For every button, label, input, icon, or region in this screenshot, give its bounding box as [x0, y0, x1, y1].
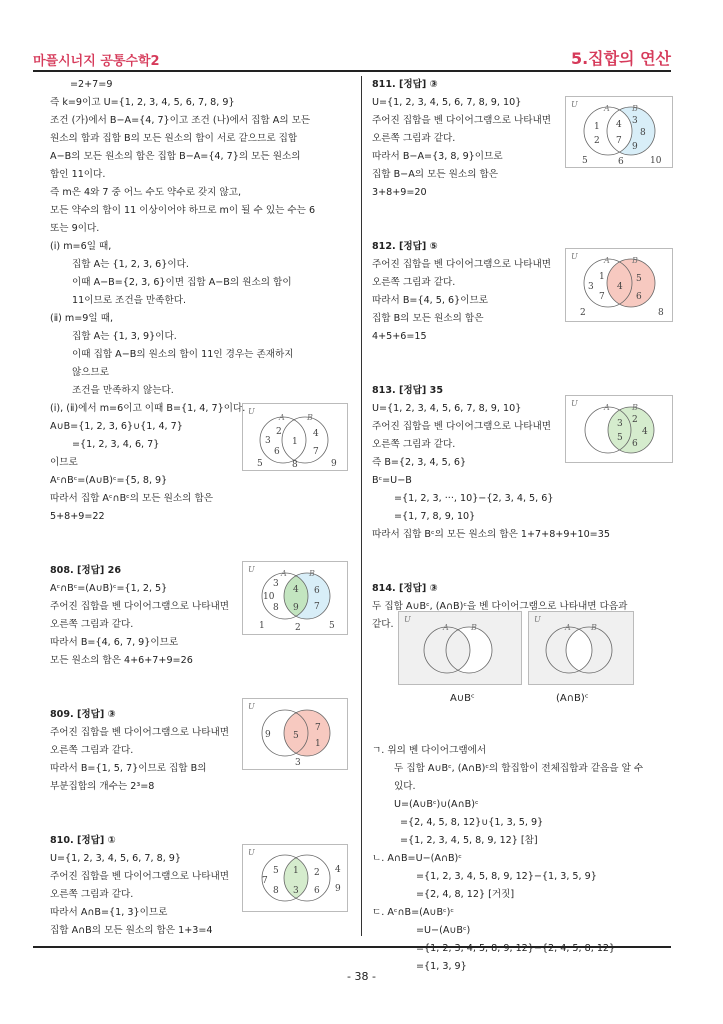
problem-809-title: 809. [정답] ③ [50, 709, 116, 720]
venn-label-b: B [632, 403, 638, 412]
venn-element: 6 [636, 292, 642, 302]
venn-element: 4 [293, 585, 299, 595]
text-line: 않으므로 [72, 367, 110, 378]
text-line: U={1, 2, 3, 4, 5, 6, 7, 8, 9, 10} [372, 403, 522, 414]
text-line: 이때 집합 A−B의 원소의 합이 11인 경우는 존재하지 [72, 349, 294, 360]
text-line: ={1, 2, 3, 4, 6, 7} [72, 439, 160, 450]
venn-element: 1 [293, 866, 299, 876]
text-line: 오른쪽 그림과 같다. [50, 889, 134, 900]
venn-element: 10 [650, 156, 662, 166]
venn-element: 9 [632, 142, 638, 152]
venn-element: 1 [594, 122, 600, 132]
venn-diagram-811 [565, 96, 673, 168]
text-line: 따라서 B={4, 6, 7, 9}이므로 [50, 637, 179, 648]
text-line: ={1, 2, 3, 4, 5, 8, 9, 12}−{2, 4, 5, 8, 12} [416, 943, 616, 954]
text-line: 주어진 집합을 벤 다이어그램으로 나타내면 [50, 871, 230, 882]
venn-element: 7 [599, 292, 605, 302]
text-line: 즉 k=9이고 U={1, 2, 3, 4, 5, 6, 7, 8, 9} [50, 97, 235, 108]
problem-811-title: 811. [정답] ③ [372, 79, 438, 90]
column-divider [361, 76, 362, 936]
venn-label-b: B [309, 569, 315, 578]
problem-812-title: 812. [정답] ⑤ [372, 241, 438, 252]
text-line: U={1, 2, 3, 4, 5, 6, 7, 8, 9} [50, 853, 181, 864]
text-line: 오른쪽 그림과 같다. [50, 619, 134, 630]
footer-rule [33, 946, 671, 948]
text-line: 또는 9이다. [50, 223, 100, 234]
text-line: 조건 (가)에서 B−A={4, 7}이고 조건 (나)에서 집합 A의 모든 [50, 115, 311, 126]
venn-element: 5 [257, 459, 263, 469]
problem-810-title: 810. [정답] ① [50, 835, 116, 846]
venn-element: 6 [618, 157, 624, 167]
text-line: 주어진 집합을 벤 다이어그램으로 나타내면 [372, 259, 552, 270]
text-line: 모든 원소의 합은 4+6+7+9=26 [50, 655, 193, 666]
venn-diagram-810 [242, 844, 348, 912]
text-line: A−B의 모든 원소의 합은 집합 B−A={4, 7}의 모든 원소의 [50, 151, 301, 162]
text-line: U={1, 2, 3, 4, 5, 6, 7, 8, 9, 10} [372, 97, 522, 108]
text-line: =U−(A∪Bᶜ) [416, 925, 471, 936]
text-line: Aᶜ∩Bᶜ=(A∪B)ᶜ={1, 2, 5} [50, 583, 168, 594]
venn-element: 10 [263, 592, 275, 602]
text-line: 조건을 만족하지 않는다. [72, 385, 174, 396]
venn-element: 5 [636, 274, 642, 284]
venn-element: 7 [313, 447, 319, 457]
venn-element: 3 [293, 886, 299, 896]
venn-element: 9 [335, 884, 341, 894]
right-column [372, 76, 672, 976]
text-line: ={1, 3, 9} [416, 961, 467, 972]
text-line: 따라서 집합 Aᶜ∩Bᶜ의 모든 원소의 합은 [50, 493, 213, 504]
text-line: 오른쪽 그림과 같다. [50, 745, 134, 756]
venn-diagram-808 [242, 561, 348, 635]
text-line: 4+5+6=15 [372, 331, 427, 342]
text-line: ={1, 2, 3, 4, 5, 8, 9, 12} [참] [400, 835, 538, 846]
venn-element: 3 [295, 758, 301, 768]
venn-diagram-809 [242, 698, 348, 770]
text-line: 따라서 B={1, 5, 7}이므로 집합 B의 [50, 763, 207, 774]
text-line: 따라서 A∩B={1, 3}이므로 [50, 907, 168, 918]
venn-label-a: A [604, 104, 610, 113]
venn-element: 4 [313, 429, 319, 439]
text-line: 따라서 집합 Bᶜ의 모든 원소의 합은 1+7+8+9+10=35 [372, 529, 610, 540]
text-line: ㄴ. A∩B=U−(A∩B)ᶜ [372, 853, 462, 864]
venn-label-a: A [279, 413, 285, 422]
text-line: 주어진 집합을 벤 다이어그램으로 나타내면 [50, 727, 230, 738]
book-title: 마플시너지 공통수학2 [33, 54, 160, 69]
venn-element: 3 [588, 282, 594, 292]
venn-diagram-812 [565, 248, 673, 322]
venn-caption-union: A∪Bᶜ [450, 693, 475, 704]
text-line: ={2, 4, 5, 8, 12}∪{1, 3, 5, 9} [400, 817, 544, 828]
text-line: 집합 A는 {1, 3, 9}이다. [72, 331, 177, 342]
venn-label-u: U [248, 407, 255, 416]
venn-element: 4 [642, 427, 648, 437]
venn-diagram-807 [242, 403, 348, 471]
venn-label-b: B [307, 413, 313, 422]
text-line: U=(A∪Bᶜ)∪(A∩B)ᶜ [394, 799, 479, 810]
venn-element: 3 [265, 436, 271, 446]
text-line: ={1, 2, 3, ···, 10}−{2, 3, 4, 5, 6} [394, 493, 554, 504]
venn-element: 7 [314, 602, 320, 612]
venn-element: 7 [315, 723, 321, 733]
venn-element: 9 [331, 459, 337, 469]
text-line: 있다. [394, 781, 416, 792]
text-line: 따라서 B−A={3, 8, 9}이므로 [372, 151, 503, 162]
set-b-circle [282, 417, 328, 463]
venn-element: 4 [617, 282, 623, 292]
venn-element: 5 [582, 156, 588, 166]
venn-label-a: A [604, 403, 610, 412]
venn-diagram-814-union [398, 611, 522, 685]
text-line: 부분집합의 개수는 2³=8 [50, 781, 155, 792]
venn-label-a: A [565, 623, 571, 632]
venn-diagram-814-complement [528, 611, 634, 685]
venn-label-b: B [632, 104, 638, 113]
text-line: 3+8+9=20 [372, 187, 427, 198]
text-line: ㄷ. Aᶜ∩B=(A∪Bᶜ)ᶜ [372, 907, 454, 918]
chapter-title: 5.집합의 연산 [570, 49, 671, 68]
text-line: 주어진 집합을 벤 다이어그램으로 나타내면 [372, 115, 552, 126]
venn-label-u: U [248, 848, 255, 857]
venn-label-b: B [632, 256, 638, 265]
text-line: 오른쪽 그림과 같다. [372, 133, 456, 144]
text-line: 두 집합 A∪Bᶜ, (A∩B)ᶜ의 합집합이 전체집합과 같음을 알 수 [394, 763, 644, 774]
venn-element: 9 [293, 603, 299, 613]
venn-diagram-813 [565, 395, 673, 463]
venn-label-b: B [591, 623, 597, 632]
text-line: A∪B={1, 2, 3, 6}∪{1, 4, 7} [50, 421, 183, 432]
venn-element: 7 [262, 876, 268, 886]
text-line: 모든 약수의 합이 11 이상이어야 하므로 m이 될 수 있는 수는 6 [50, 205, 316, 216]
venn-element: 6 [314, 586, 320, 596]
venn-element: 7 [616, 136, 622, 146]
venn-element: 3 [617, 419, 623, 429]
text-line: 이때 A−B={2, 3, 6}이면 집합 A−B의 원소의 합이 [72, 277, 292, 288]
venn-label-a: A [281, 569, 287, 578]
venn-element: 1 [315, 739, 321, 749]
text-line: 따라서 B={4, 5, 6}이므로 [372, 295, 488, 306]
problem-813-title: 813. [정답] 35 [372, 385, 444, 396]
text-line: 5+8+9=22 [50, 511, 105, 522]
venn-element: 1 [599, 272, 605, 282]
text-line: (ⅰ) m=6일 때, [50, 241, 112, 252]
text-line: (ⅰ), (ⅱ)에서 m=6이고 이때 B={1, 4, 7}이다. [50, 403, 246, 414]
text-line: 주어진 집합을 벤 다이어그램으로 나타내면 [372, 421, 552, 432]
venn-element: 1 [259, 621, 265, 631]
venn-element: 1 [292, 437, 298, 447]
venn-element: 3 [632, 116, 638, 126]
text-line: 오른쪽 그림과 같다. [372, 439, 456, 450]
text-line: 합인 11이다. [50, 169, 106, 180]
venn-label-u: U [571, 252, 578, 261]
text-line: 집합 A는 {1, 2, 3, 6}이다. [72, 259, 189, 270]
venn-label-u: U [534, 615, 541, 624]
text-line: 주어진 집합을 벤 다이어그램으로 나타내면 [50, 601, 230, 612]
venn-element: 5 [273, 866, 279, 876]
text-line: 11이므로 조건을 만족한다. [72, 295, 187, 306]
venn-label-u: U [571, 100, 578, 109]
venn-element: 4 [335, 865, 341, 875]
venn-label-u: U [248, 565, 255, 574]
venn-element: 2 [314, 868, 320, 878]
text-line: ={2, 4, 8, 12} [거짓] [416, 889, 515, 900]
text-line: (ⅱ) m=9일 때, [50, 313, 114, 324]
venn-element: 4 [616, 120, 622, 130]
problem-808-title: 808. [정답] 26 [50, 565, 122, 576]
text-line: 집합 B의 모든 원소의 합은 [372, 313, 484, 324]
venn-label-u: U [404, 615, 411, 624]
text-line: 오른쪽 그림과 같다. [372, 277, 456, 288]
text-line: 원소의 합과 집합 B의 모든 원소의 합이 서로 같으므로 집합 [50, 133, 298, 144]
venn-element: 8 [273, 603, 279, 613]
text-line: Bᶜ=U−B [372, 475, 412, 486]
venn-element: 6 [632, 439, 638, 449]
page-number: - 38 - [347, 970, 376, 983]
venn-element: 3 [273, 579, 279, 589]
venn-element: 8 [292, 460, 298, 470]
venn-element: 2 [276, 427, 282, 437]
text-line: =2+7=9 [70, 79, 113, 90]
text-line: 집합 B−A의 모든 원소의 합은 [372, 169, 499, 180]
venn-element: 2 [580, 308, 586, 318]
venn-element: 2 [632, 415, 638, 425]
venn-element: 8 [658, 308, 664, 318]
text-line: Aᶜ∩Bᶜ=(A∪B)ᶜ={5, 8, 9} [50, 475, 168, 486]
text-line: ={1, 2, 3, 4, 5, 8, 9, 12}−{1, 3, 5, 9} [416, 871, 597, 882]
venn-element: 5 [617, 433, 623, 443]
venn-element: 2 [295, 623, 301, 633]
venn-element: 5 [293, 731, 299, 741]
venn-element: 6 [314, 886, 320, 896]
venn-element: 8 [640, 128, 646, 138]
venn-element: 6 [274, 447, 280, 457]
venn-element: 2 [594, 136, 600, 146]
venn-element: 9 [265, 730, 271, 740]
text-line: 집합 A∩B의 모든 원소의 합은 1+3=4 [50, 925, 213, 936]
text-line: 즉 m은 4와 7 중 어느 수도 약수로 갖지 않고, [50, 187, 242, 198]
problem-814-title: 814. [정답] ③ [372, 583, 438, 594]
left-column [50, 76, 350, 940]
text-line: ㄱ. 위의 벤 다이어그램에서 [372, 745, 487, 756]
venn-element: 8 [273, 886, 279, 896]
header-rule [33, 70, 671, 72]
text-line: 이므로 [50, 457, 78, 468]
venn-element: 5 [329, 621, 335, 631]
venn-label-b: B [471, 623, 477, 632]
venn-label-u: U [571, 399, 578, 408]
venn-label-a: A [604, 256, 610, 265]
text-line: 즉 B={2, 3, 4, 5, 6} [372, 457, 467, 468]
venn-caption-complement: (A∩B)ᶜ [556, 693, 589, 704]
venn-label-u: U [248, 702, 255, 711]
text-line: 같다. [372, 619, 394, 630]
text-line: ={1, 7, 8, 9, 10} [394, 511, 476, 522]
text-line: 두 집합 A∪Bᶜ, (A∩B)ᶜ을 벤 다이어그램으로 나타내면 다음과 [372, 601, 628, 612]
venn-label-a: A [443, 623, 449, 632]
